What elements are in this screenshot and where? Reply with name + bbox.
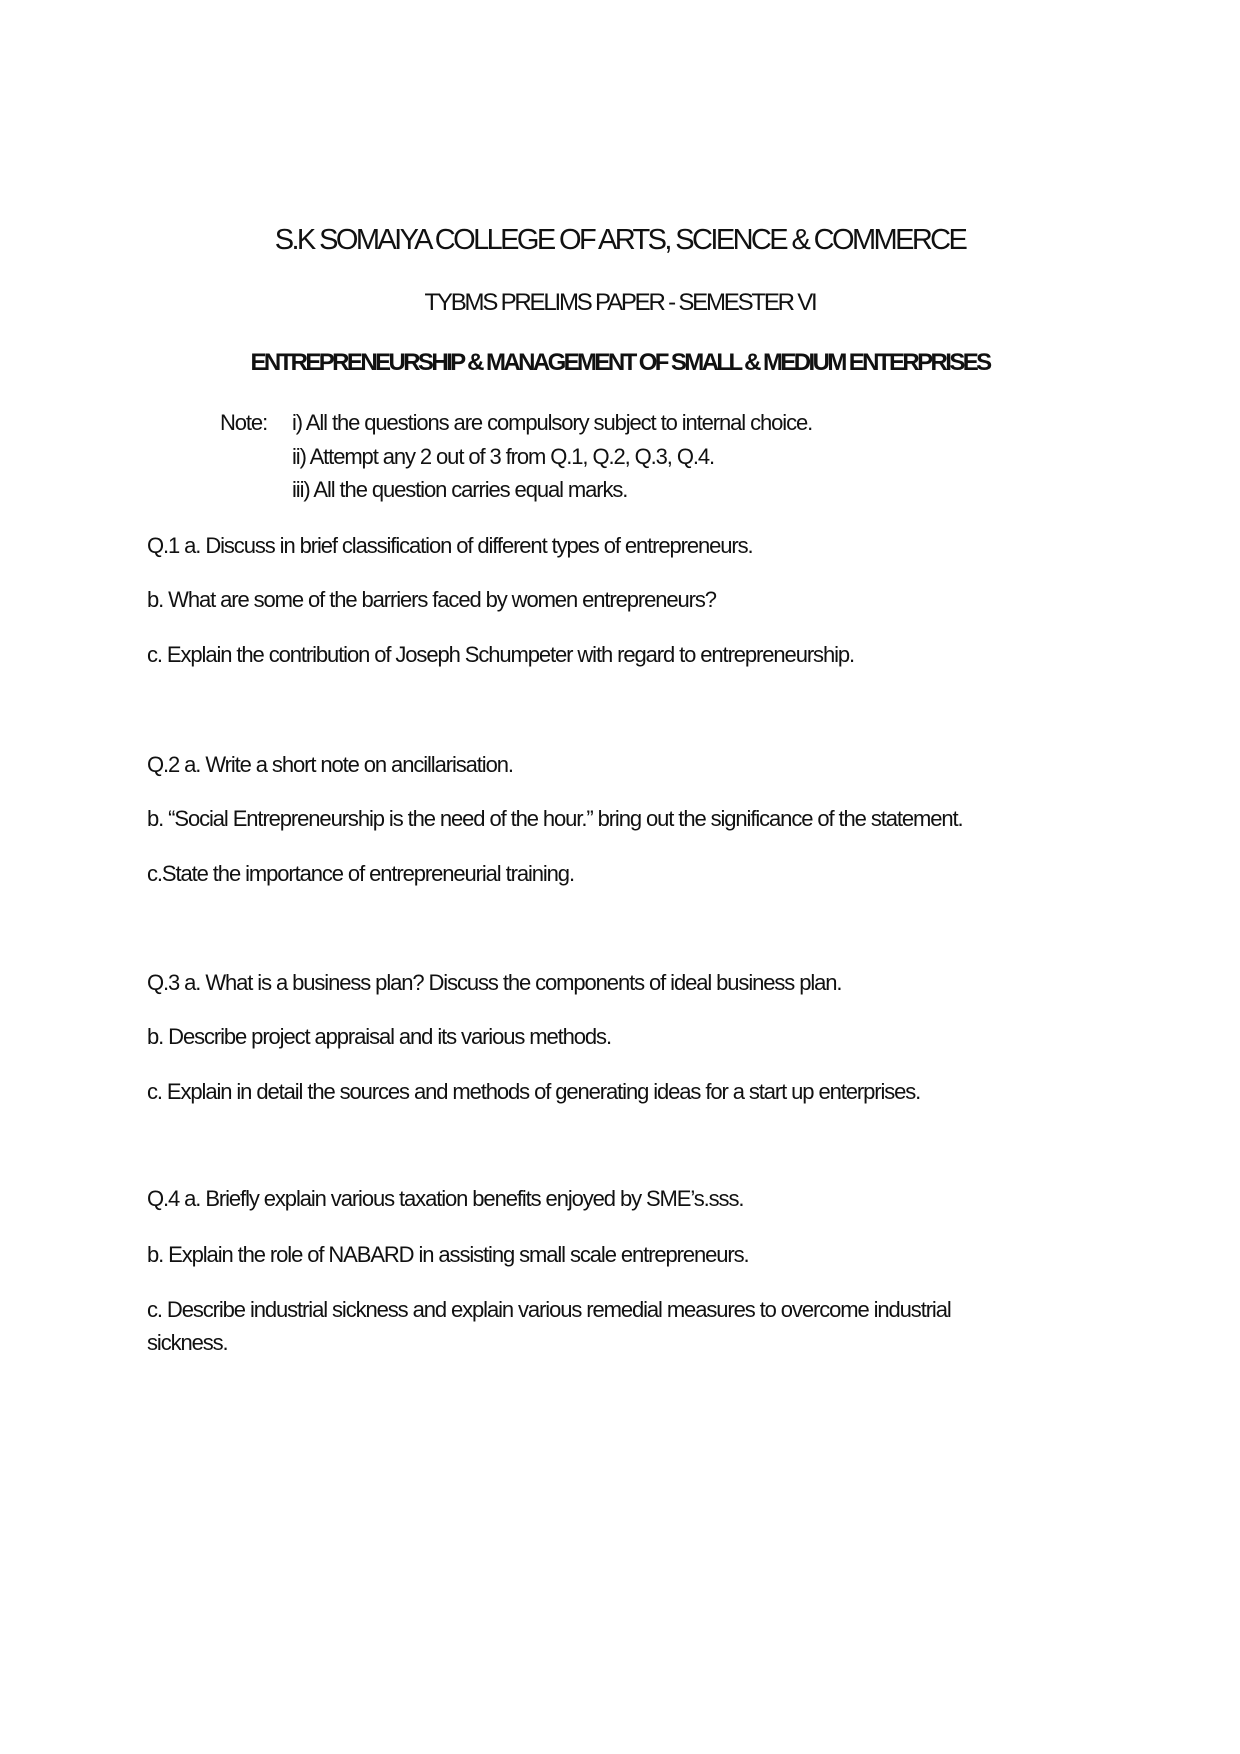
note-item: i) All the questions are compulsory subject to internal choice. — [292, 410, 813, 435]
question-2a: Q.2 a. Write a short note on ancillarisation. — [147, 752, 513, 777]
note-item: ii) Attempt any 2 out of 3 from Q.1, Q.2, Q.3, Q.4. — [292, 444, 714, 469]
question-1c: c. Explain the contribution of Joseph Schumpeter with regard to entrepreneurship. — [147, 642, 855, 667]
paper-title: TYBMS PRELIMS PAPER - SEMESTER VI — [424, 289, 816, 316]
question-4c: c. Describe industrial sickness and explain various remedial measures to overcome industrial — [147, 1297, 951, 1322]
question-4a: Q.4 a. Briefly explain various taxation benefits enjoyed by SME’s.sss. — [147, 1186, 744, 1211]
question-2b: b. “Social Entrepreneurship is the need of the hour.” bring out the significance of the statement. — [147, 806, 963, 831]
question-3a: Q.3 a. What is a business plan? Discuss the components of ideal business plan. — [147, 970, 842, 995]
subject-title: ENTREPRENEURSHIP & MANAGEMENT OF SMALL & MEDIUM ENTERPRISES — [250, 349, 990, 376]
question-1b: b. What are some of the barriers faced by women entrepreneurs? — [147, 587, 716, 612]
question-1a: Q.1 a. Discuss in brief classification of different types of entrepreneurs. — [147, 533, 753, 558]
note-label: Note: — [220, 410, 268, 435]
question-3c: c. Explain in detail the sources and methods of generating ideas for a start up enterprises. — [147, 1079, 921, 1104]
question-3b: b. Describe project appraisal and its various methods. — [147, 1024, 611, 1049]
question-4c-continued: sickness. — [147, 1330, 228, 1355]
college-name: S.K SOMAIYA COLLEGE OF ARTS, SCIENCE & COMMERCE — [274, 224, 966, 256]
question-4b: b. Explain the role of NABARD in assisting small scale entrepreneurs. — [147, 1242, 749, 1267]
question-2c: c.State the importance of entrepreneurial training. — [147, 861, 574, 886]
note-item: iii) All the question carries equal marks. — [292, 477, 628, 502]
